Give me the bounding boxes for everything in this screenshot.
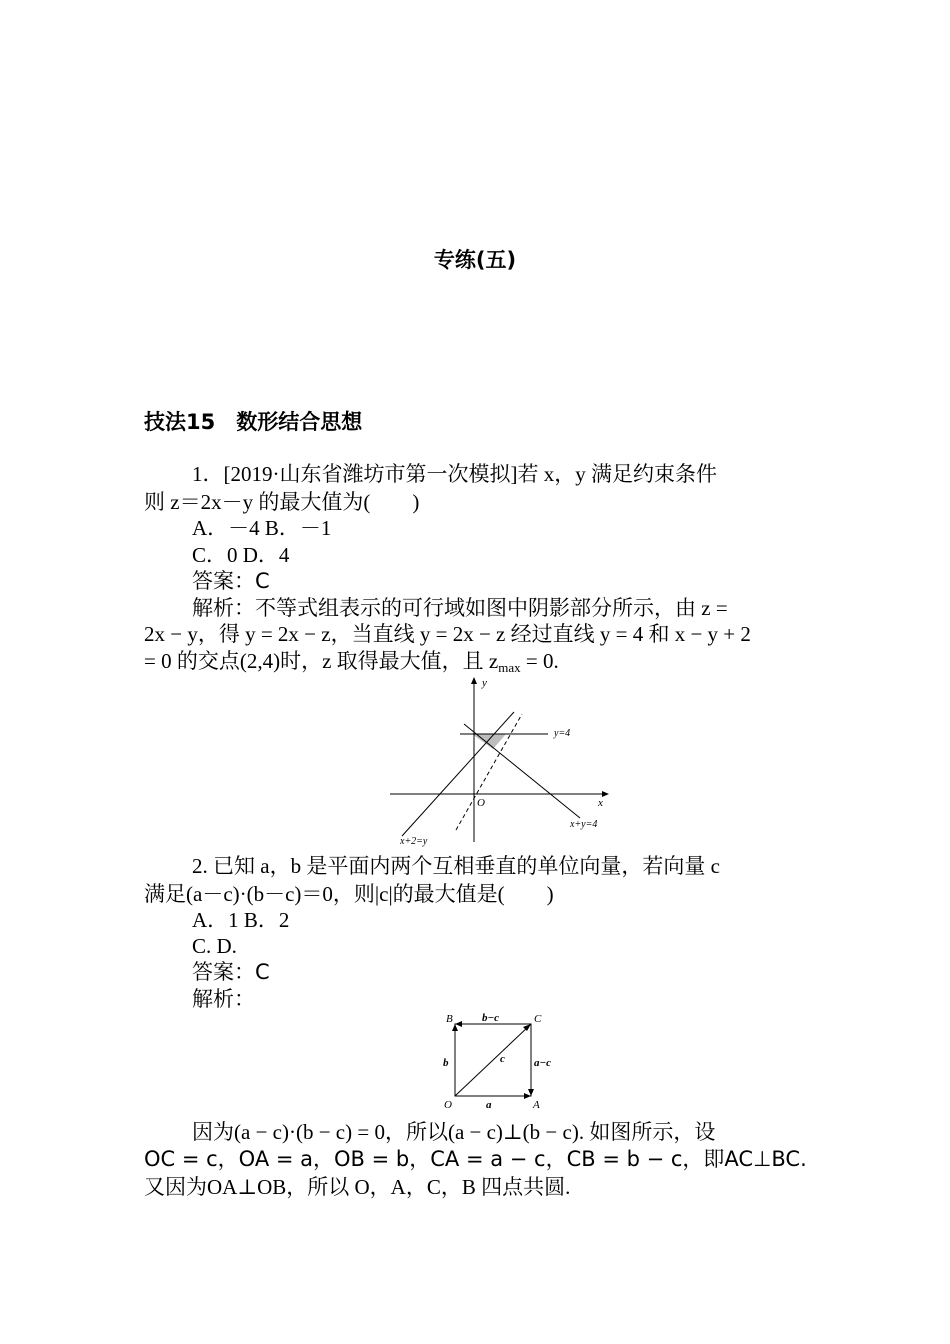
section-heading: 技法15 数形结合思想 [144,410,363,434]
q1-stem-line2: 则 z＝2x－y 的最大值为( ) [144,490,420,514]
q1-options-ab: A．－4 B．－1 [192,516,332,540]
vector-a-label: a [486,1099,492,1111]
q2-body-line2: OC = c，OA = a，OB = b，CA = a − c，CB = b − c，即AC⊥BC. [144,1147,807,1171]
q2-options-cd: C. D. [192,934,237,958]
y-axis-label: y [482,677,487,689]
q1-explanation-line3-text: = 0 的交点(2,4)时，z 取得最大值，且 z [144,649,499,673]
q2-body-line1: 因为(a − c)·(b − c) = 0，所以(a − c)⊥(b − c). 如图所示，设 [192,1120,716,1144]
q2-stem-line2: 满足(a－c)·(b－c)＝0，则|c|的最大值是( ) [144,882,554,906]
q1-explanation-line2: 2x − y，得 y = 2x − z，当直线 y = 2x − z 经过直线 y = 4 和 x − y + 2 [144,622,751,646]
label-xy4: x+y=4 [570,819,598,830]
point-A-label: A [533,1099,540,1111]
arrow-b [452,1024,458,1031]
x-axis-arrow [602,791,609,797]
q1-zmax-subscript: max [498,660,521,675]
arrow-b-minus-c [455,1021,462,1027]
label-y4: y=4 [554,728,571,739]
origin-label: O [477,797,485,809]
q1-answer: 答案：C [192,569,270,593]
line-x-plus-2-equals-y [402,712,514,836]
point-O-label: O [444,1099,452,1111]
page-title: 专练(五) [433,248,517,272]
point-C-label: C [534,1013,542,1025]
q2-body-line3: 又因为OA⊥OB，所以 O，A，C，B 四点共圆. [144,1175,571,1199]
arrow-a [524,1093,531,1099]
feasible-region-shade [472,734,506,749]
diagonal-c [455,1026,529,1096]
vector-c-label: c [500,1053,505,1065]
q2-options-ab: A．1 B．2 [192,908,290,932]
point-B-label: B [446,1013,453,1025]
q1-stem-line1: 1．[2019·山东省潍坊市第一次模拟]若 x，y 满足约束条件 [192,462,717,486]
vector-b-label: b [443,1057,449,1069]
vector-a-minus-c-label: a−c [534,1057,552,1069]
q2-stem-line1: 2. 已知 a，b 是平面内两个互相垂直的单位向量，若向量 c [192,854,720,878]
vector-b-minus-c-label: b−c [482,1012,500,1024]
q1-explanation-line3-end: = 0. [520,649,559,673]
q2-explanation-label: 解析： [192,987,255,1011]
q2-answer: 答案：C [192,960,270,984]
x-axis-label: x [598,797,603,809]
q1-options-cd: C．0 D．4 [192,543,290,567]
q1-explanation-line1: 解析：不等式组表示的可行域如图中阴影部分所示，由 z = [192,596,728,620]
label-x2y: x+2=y [400,836,428,847]
arrow-a-minus-c [528,1089,534,1096]
q1-feasible-region-graph [380,672,620,848]
y-axis-arrow [471,677,477,684]
objective-dashed-line [456,714,522,830]
q2-vector-square-figure [438,1010,564,1114]
